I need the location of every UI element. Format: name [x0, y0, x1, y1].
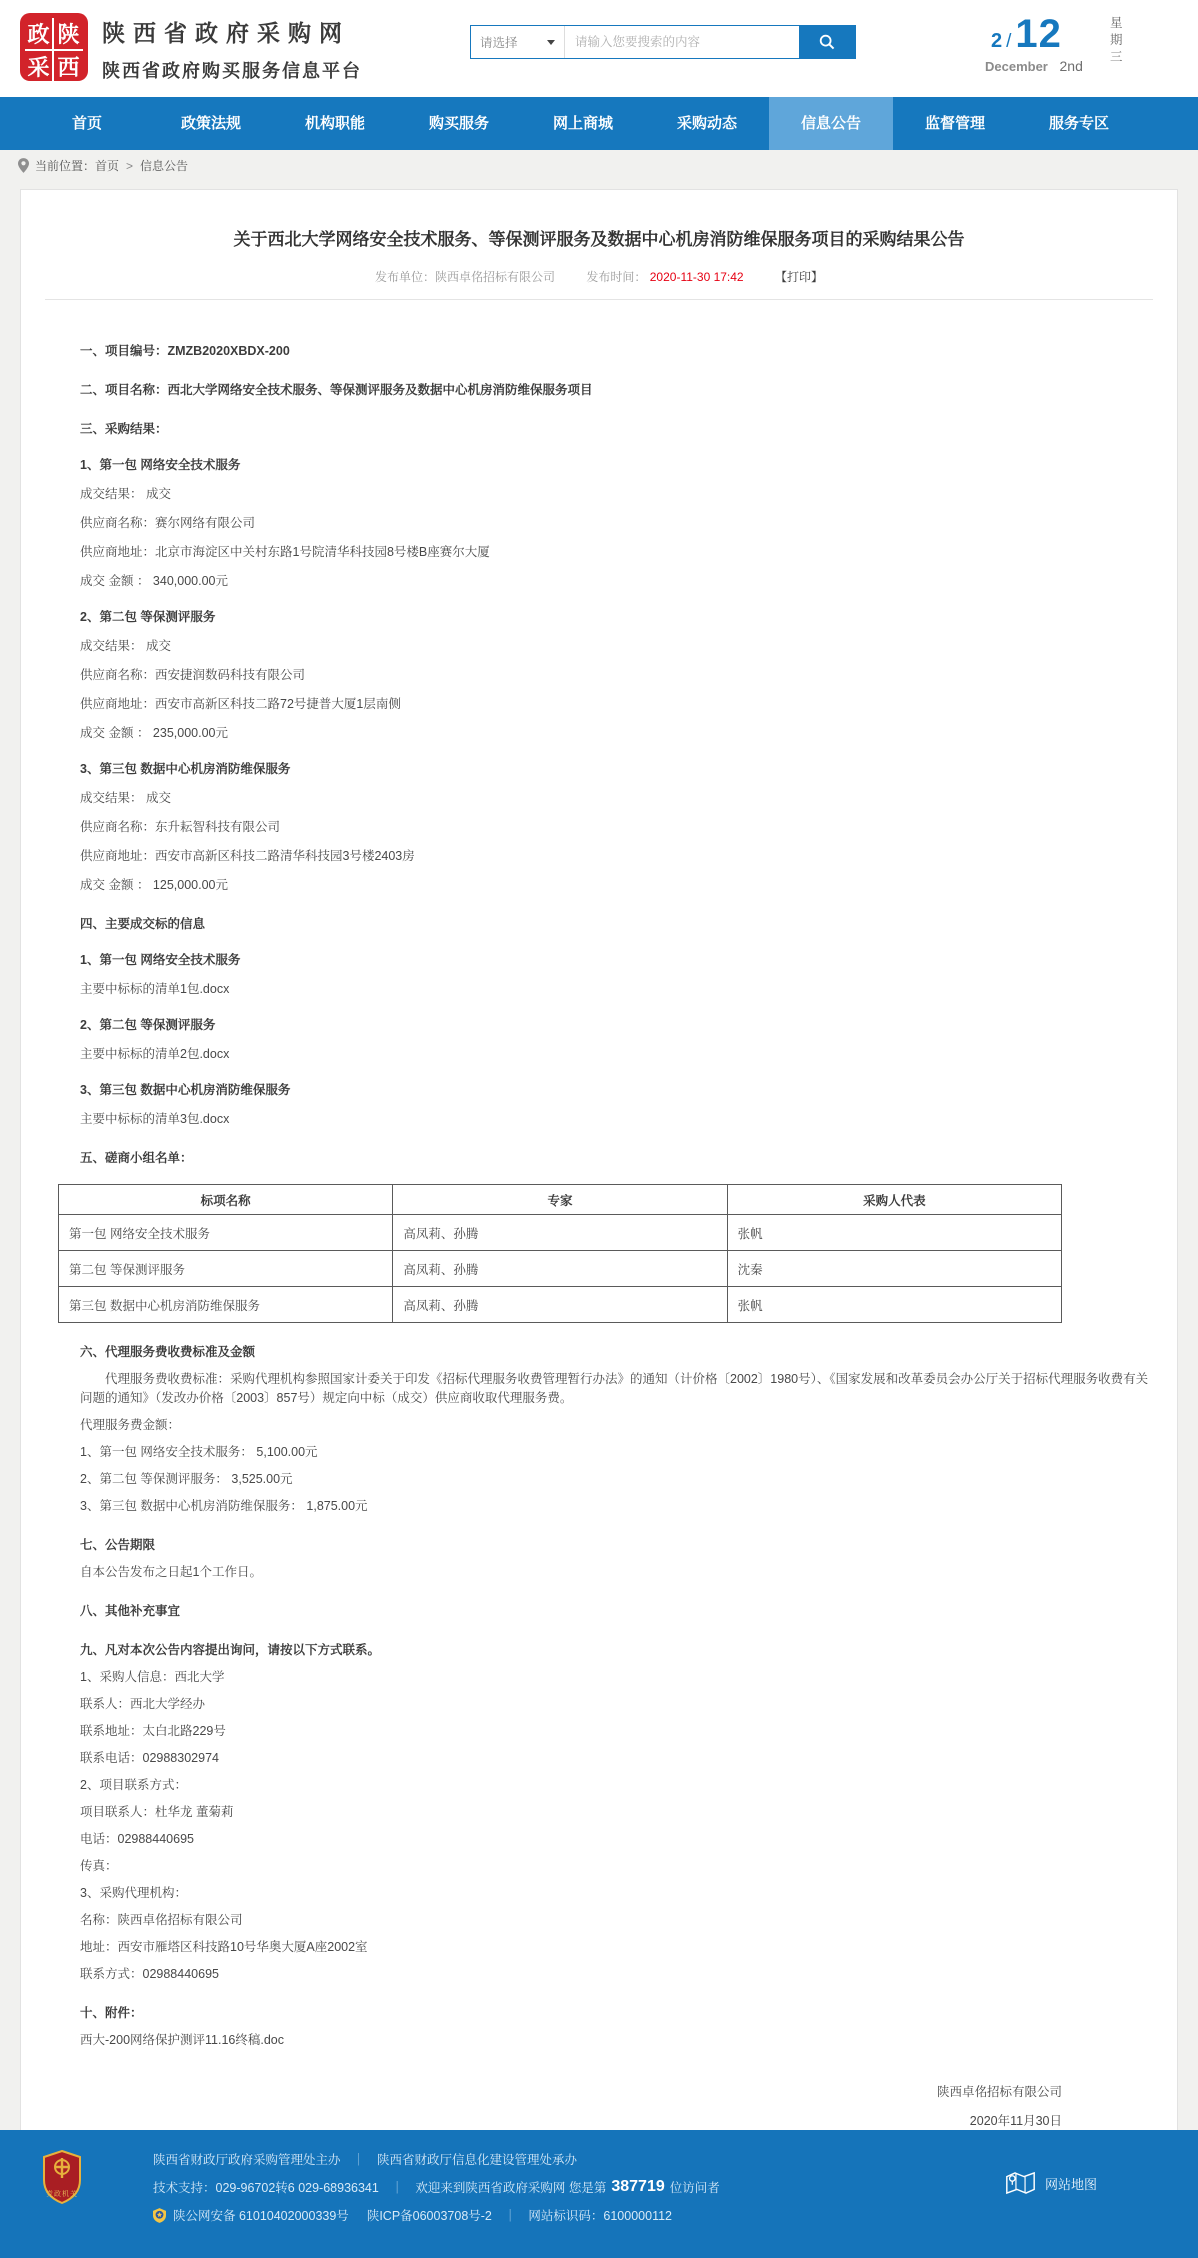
footer-host: 陕西省财政厅政府采购管理处主办 [153, 2153, 341, 2167]
section-other-matters: 八、其他补充事宜 [80, 1604, 181, 1618]
package3-result: 成交结果： 成交 [80, 791, 171, 805]
date-month-name: December [985, 59, 1048, 74]
date-main [985, 12, 1125, 57]
footer-welcome-prefix: 欢迎来到陕西省政府采购网 您是第 [415, 2181, 607, 2195]
breadcrumb-prefix: 当前位置： [35, 159, 96, 173]
police-record-link[interactable] [153, 2206, 349, 2224]
agency-fee-standard: 代理服务费收费标准：采购代理机构参照国家计委关于印发《招标代理服务收费管理暂行办法》的通知（计价格〔2002〕1980号）、《国家发展和改革委员会办公厅关于招标代理服务收费有关问题的通知》（发改办价格〔2003〕857号）规定向中标（成交）供应商收取代理服务费。 [80, 1372, 1149, 1405]
chevron-down-icon [547, 40, 555, 45]
section-bid-target-info: 四、主要成交标的信息 [80, 917, 206, 931]
government-emblem [42, 2150, 82, 2204]
agency-fee-package1: 1、第一包 网络安全技术服务： 5,100.00元 [80, 1445, 318, 1459]
package2-address: 供应商地址：西安市高新区科技二路72号捷普大厦1层南侧 [80, 697, 401, 711]
search-select-label: 请选择 [480, 36, 518, 50]
search-icon [818, 33, 836, 51]
bid-target2-heading: 2、第二包 等保测评服务 [80, 1018, 216, 1032]
notice-period-text: 自本公告发布之日起1个工作日。 [80, 1565, 262, 1579]
agency-fee-package2: 2、第二包 等保测评服务： 3,525.00元 [80, 1472, 293, 1486]
contact-agency-name: 名称：陕西卓佲招标有限公司 [80, 1913, 243, 1927]
breadcrumb-separator: > [126, 158, 134, 173]
breadcrumb [0, 150, 1198, 181]
footer-divider: ｜ [503, 2209, 517, 2223]
footer-line-registration [153, 2206, 720, 2224]
footer-tech-support: 技术支持：029-96702转6 029-68936341 [153, 2181, 379, 2195]
nav-item-service-zone[interactable]: 服务专区 [1048, 115, 1109, 132]
sitemap-label: 网站地图 [1045, 2176, 1098, 2192]
search-category-select[interactable] [471, 26, 565, 58]
nav-item-announcements[interactable]: 信息公告 [769, 97, 893, 150]
nav-item-online-mall[interactable]: 网上商城 [552, 115, 613, 132]
date-month-number: 12 [1015, 12, 1062, 56]
column-header-experts: 专家 [393, 1185, 727, 1215]
site-title: 陕西省政府采购网 [102, 20, 350, 46]
package2-heading: 2、第二包 等保测评服务 [80, 610, 216, 624]
print-button[interactable]: 【打印】 [774, 270, 823, 284]
package1-heading: 1、第一包 网络安全技术服务 [80, 458, 241, 472]
contact-agency-phone: 联系方式：02988440695 [80, 1967, 219, 1981]
date-separator: / [1006, 31, 1012, 52]
publisher: 发布单位：陕西卓佲招标有限公司 [375, 270, 556, 284]
article-body [21, 300, 1177, 2166]
search-input[interactable] [565, 26, 799, 58]
contact-phone: 联系电话：02988302974 [80, 1751, 219, 1765]
cell-buyer-rep: 张帆 [727, 1287, 1061, 1323]
footer-line-support [153, 2178, 720, 2196]
package2-result: 成交结果： 成交 [80, 639, 171, 653]
footer-divider: ｜ [352, 2153, 366, 2167]
location-pin-icon [18, 158, 29, 173]
logo-char: 政 [25, 18, 54, 51]
package1-amount: 成交 金额 ： 340,000.00元 [80, 574, 228, 588]
publish-time-label: 发布时间： [586, 270, 647, 284]
logo-char: 陕 [54, 18, 83, 51]
cell-item-name: 第一包 网络安全技术服务 [59, 1215, 393, 1251]
announcement-card [20, 189, 1178, 2167]
contact-address: 联系地址：太白北路229号 [80, 1724, 226, 1738]
site-code: 网站标识码：6100000112 [528, 2209, 672, 2223]
section-procurement-results: 三、采购结果： [80, 422, 168, 436]
police-record-text: 陕公网安备 61010402000339号 [173, 2209, 349, 2223]
section-committee-list: 五、磋商小组名单： [80, 1151, 193, 1165]
logo-char: 西 [57, 55, 80, 80]
cell-experts: 高凤莉、孙腾 [393, 1251, 727, 1287]
logo-char: 采 [25, 51, 54, 82]
signature [80, 2078, 1062, 2136]
main-nav [0, 97, 1198, 150]
date-display [985, 12, 1125, 84]
committee-table [58, 1184, 1062, 1323]
package3-amount: 成交 金额 ： 125,000.00元 [80, 878, 228, 892]
section-notice-period: 七、公告期限 [80, 1538, 156, 1552]
nav-item-supervision[interactable]: 监督管理 [924, 115, 985, 132]
package1-supplier: 供应商名称：赛尔网络有限公司 [80, 516, 256, 530]
bid-target1-file-link[interactable]: 主要中标标的清单1包.docx [80, 982, 230, 996]
section-project-name: 二、项目名称：西北大学网络安全技术服务、等保测评服务及数据中心机房消防维保服务项目 [80, 383, 593, 397]
signature-date: 2020年11月30日 [969, 2114, 1062, 2128]
bid-target2-file-link[interactable]: 主要中标标的清单2包.docx [80, 1047, 230, 1061]
nav-item-home[interactable]: 首页 [71, 115, 102, 132]
article-meta [21, 268, 1177, 285]
package1-address: 供应商地址：北京市海淀区中关村东路1号院清华科技园8号楼B座赛尔大厦 [80, 545, 490, 559]
contact-buyer: 1、采购人信息：西北大学 [80, 1670, 225, 1684]
section-agency-fee: 六、代理服务费收费标准及金额 [80, 1345, 256, 1359]
contact-person: 联系人：西北大学经办 [80, 1697, 206, 1711]
bid-target3-file-link[interactable]: 主要中标标的清单3包.docx [80, 1112, 230, 1126]
agency-fee-package3: 3、第三包 数据中心机房消防维保服务： 1,875.00元 [80, 1499, 368, 1513]
contact-project-person: 项目联系人：杜华龙 董菊莉 [80, 1805, 234, 1819]
date-day: 2 [991, 30, 1003, 52]
site-subtitle: 陕西省政府购买服务信息平台 [102, 61, 362, 81]
cell-item-name: 第三包 数据中心机房消防维保服务 [59, 1287, 393, 1323]
nav-item-policies[interactable]: 政策法规 [180, 115, 241, 132]
emblem-label: 党政机关 [46, 2191, 78, 2198]
page-title: 关于西北大学网络安全技术服务、等保测评服务及数据中心机房消防维保服务项目的采购结果公告 [233, 230, 965, 249]
contact-project-heading: 2、项目联系方式： [80, 1778, 187, 1792]
map-icon [1005, 2170, 1036, 2196]
column-header-item-name: 标项名称 [59, 1185, 393, 1215]
package3-supplier: 供应商名称：东升耘智科技有限公司 [80, 820, 281, 834]
icp-record: 陕ICP备06003708号-2 [366, 2209, 492, 2223]
footer-line-organizers [153, 2150, 720, 2168]
section-contact-info: 九、凡对本次公告内容提出询问，请按以下方式联系。 [80, 1643, 381, 1657]
table-row [59, 1215, 1062, 1251]
site-logo[interactable] [20, 13, 88, 81]
cell-experts: 高凤莉、孙腾 [393, 1215, 727, 1251]
nav-item-purchase-services[interactable]: 购买服务 [428, 115, 489, 132]
agency-fee-amount-label: 代理服务费金额： [80, 1418, 181, 1432]
cell-experts: 高凤莉、孙腾 [393, 1287, 727, 1323]
attachment-file-link[interactable]: 西大-200网络保护测评11.16终稿.doc [80, 2033, 284, 2047]
bid-target3-heading: 3、第三包 数据中心机房消防维保服务 [80, 1083, 291, 1097]
contact-agency-heading: 3、采购代理机构： [80, 1886, 187, 1900]
breadcrumb-current[interactable]: 信息公告 [140, 159, 189, 173]
cell-item-name: 第二包 等保测评服务 [59, 1251, 393, 1287]
site-titles [102, 15, 362, 83]
date-ordinal: 2nd [1059, 58, 1083, 74]
footer-text-block [153, 2150, 720, 2234]
contact-fax: 传真： [80, 1859, 118, 1873]
table-row [59, 1287, 1062, 1323]
site-footer [0, 2130, 1198, 2258]
footer-welcome-suffix: 位访问者 [669, 2181, 720, 2195]
column-header-buyer-rep: 采购人代表 [727, 1185, 1061, 1215]
cell-buyer-rep: 张帆 [727, 1215, 1061, 1251]
contact-project-phone: 电话：02988440695 [80, 1832, 194, 1846]
section-attachment: 十、附件： [80, 2006, 143, 2020]
search-button[interactable] [799, 26, 855, 58]
visitor-count: 387719 [611, 2178, 665, 2195]
footer-divider: ｜ [390, 2181, 404, 2195]
publish-time: 2020-11-30 17:42 [649, 270, 744, 284]
package3-heading: 3、第三包 数据中心机房消防维保服务 [80, 762, 291, 776]
package1-result: 成交结果： 成交 [80, 487, 171, 501]
contact-agency-address: 地址：西安市雁塔区科技路10号华奥大厦A座2002室 [80, 1940, 368, 1954]
footer-undertake: 陕西省财政厅信息化建设管理处承办 [377, 2153, 578, 2167]
breadcrumb-home[interactable]: 首页 [95, 159, 120, 173]
table-row [59, 1251, 1062, 1287]
nav-item-procurement-news[interactable]: 采购动态 [676, 115, 737, 132]
date-sub [985, 58, 1125, 74]
package3-address: 供应商地址：西安市高新区科技二路清华科技园3号楼2403房 [80, 849, 415, 863]
site-header [0, 0, 1198, 97]
cell-buyer-rep: 沈秦 [727, 1251, 1061, 1287]
package2-amount: 成交 金额 ： 235,000.00元 [80, 726, 228, 740]
bid-target1-heading: 1、第一包 网络安全技术服务 [80, 953, 241, 967]
search-bar [470, 25, 856, 59]
sitemap-link[interactable] [1005, 2170, 1097, 2196]
police-badge-icon [153, 2208, 166, 2223]
package2-supplier: 供应商名称：西安捷润数码科技有限公司 [80, 668, 306, 682]
table-header-row [59, 1185, 1062, 1215]
date-weekday: 星期三 [1110, 16, 1123, 64]
nav-item-functions[interactable]: 机构职能 [304, 115, 365, 132]
section-project-number: 一、项目编号：ZMZB2020XBDX-200 [80, 344, 290, 358]
signature-company: 陕西卓佲招标有限公司 [936, 2085, 1062, 2099]
